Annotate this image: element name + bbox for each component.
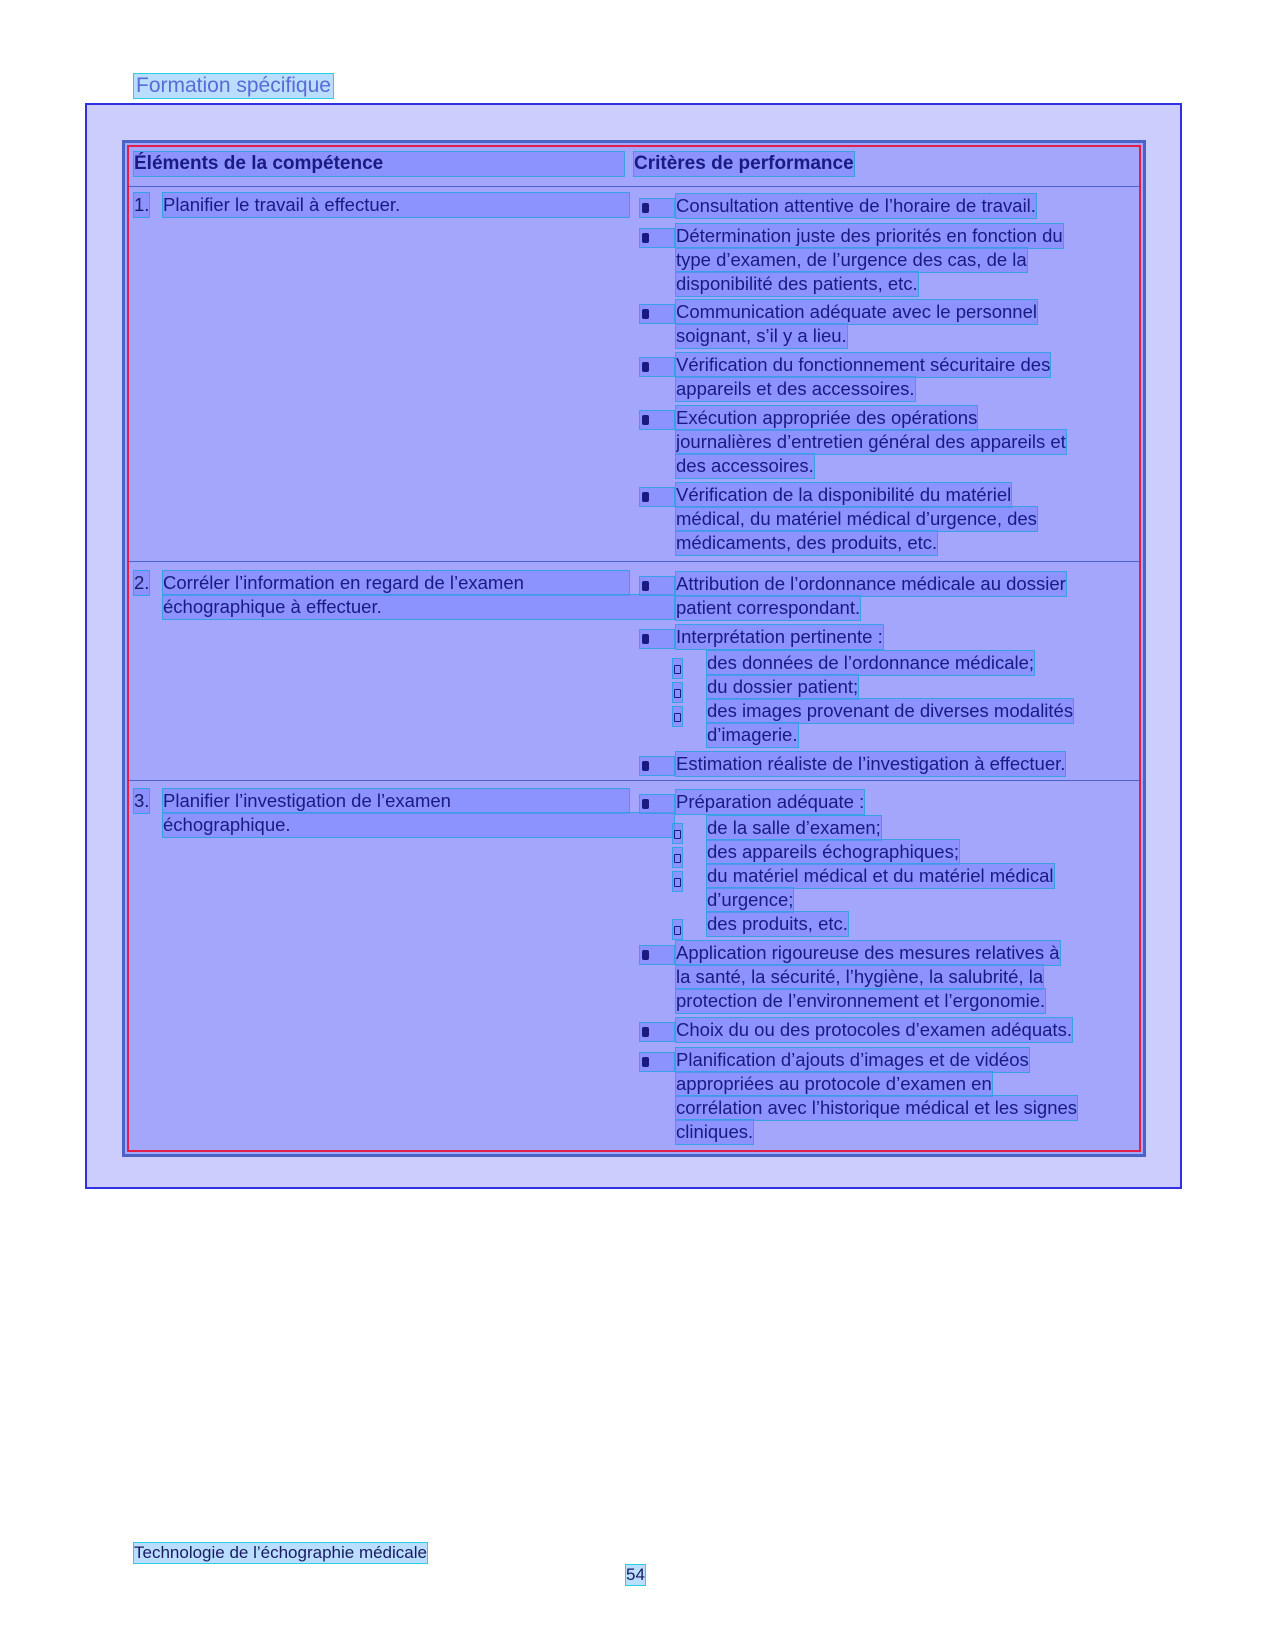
sub-bullet-icon — [673, 683, 682, 702]
row-number: 3. — [134, 790, 150, 811]
row-number: 2. — [134, 572, 150, 593]
bullet-icon — [640, 757, 674, 775]
bullet-icon — [640, 577, 674, 595]
competence-element: Corréler l’information en regard de l’examen — [163, 571, 629, 595]
bullet-icon — [640, 488, 674, 506]
criterion-line: médicaments, des produits, etc. — [676, 532, 938, 553]
sub-item-line: du dossier patient; — [707, 676, 859, 697]
section-title: Formation spécifique — [136, 74, 331, 97]
criterion-line: corrélation avec l’historique médical et les signes — [676, 1097, 1078, 1118]
footer-title: Technologie de l’échographie médicale — [134, 1543, 427, 1562]
sub-bullet-icon — [673, 707, 682, 726]
criterion-line: Préparation adéquate : — [676, 791, 865, 812]
sub-bullet-icon — [673, 848, 682, 867]
bullet-icon — [640, 305, 674, 323]
sub-bullet-icon — [673, 920, 682, 939]
sub-item-line: des données de l’ordonnance médicale; — [707, 652, 1035, 673]
sub-item-line: des appareils échographiques; — [707, 841, 959, 862]
criterion-line: Interprétation pertinente : — [676, 626, 883, 647]
criterion-line: Exécution appropriée des opérations — [676, 407, 978, 428]
criterion-line: appropriées au protocole d’examen en — [676, 1073, 992, 1094]
competence-element: échographique à effectuer. — [163, 595, 674, 619]
sub-item-line: de la salle d’examen; — [707, 817, 881, 838]
sub-item-line: du matériel médical et du matériel médical — [707, 865, 1054, 886]
criterion-line: Détermination juste des priorités en fonction du — [676, 225, 1063, 246]
criterion-line: soignant, s’il y a lieu. — [676, 325, 847, 346]
criterion-line: disponibilité des patients, etc. — [676, 273, 918, 294]
header-criteria: Critères de performance — [634, 153, 854, 174]
criterion-line: la santé, la sécurité, l’hygiène, la salubrité, la — [676, 966, 1044, 987]
sub-item-line: d’urgence; — [707, 889, 794, 910]
bullet-icon — [640, 411, 674, 429]
criterion-line: patient correspondant. — [676, 597, 861, 618]
bullet-icon — [640, 229, 674, 247]
header-elements: Éléments de la compétence — [134, 152, 624, 176]
criterion-line: Estimation réaliste de l’investigation à effectuer. — [676, 753, 1066, 774]
competence-element: Planifier l’investigation de l’examen — [163, 789, 629, 813]
criterion-line: Consultation attentive de l’horaire de travail. — [676, 195, 1036, 216]
sub-item-line: d’imagerie. — [707, 724, 798, 745]
sub-item-line: des images provenant de diverses modalités — [707, 700, 1074, 721]
bullet-icon — [640, 946, 674, 964]
criterion-line: appareils et des accessoires. — [676, 378, 915, 399]
criterion-line: protection de l’environnement et l’ergonomie. — [676, 990, 1046, 1011]
criterion-line: Choix du ou des protocoles d’examen adéquats. — [676, 1019, 1072, 1040]
bullet-icon — [640, 630, 674, 648]
criterion-line: Attribution de l’ordonnance médicale au dossier — [676, 573, 1066, 594]
criterion-line: Vérification du fonctionnement sécuritaire des — [676, 354, 1051, 375]
criterion-line: des accessoires. — [676, 455, 814, 476]
competence-element: échographique. — [163, 813, 674, 837]
bullet-icon — [640, 795, 674, 813]
header-divider — [129, 186, 1139, 187]
criterion-line: type d’examen, de l’urgence des cas, de la — [676, 249, 1027, 270]
bullet-icon — [640, 199, 674, 217]
sub-bullet-icon — [673, 659, 682, 678]
page-number: 54 — [626, 1565, 645, 1584]
criterion-line: Vérification de la disponibilité du matériel — [676, 484, 1012, 505]
sub-item-line: des produits, etc. — [707, 913, 848, 934]
bullet-icon — [640, 358, 674, 376]
criterion-line: journalières d’entretien général des appareils et — [676, 431, 1066, 452]
row-divider — [129, 780, 1139, 781]
bullet-icon — [640, 1053, 674, 1071]
criterion-line: cliniques. — [676, 1121, 754, 1142]
criterion-line: Application rigoureuse des mesures relatives à — [676, 942, 1060, 963]
sub-bullet-icon — [673, 824, 682, 843]
criterion-line: médical, du matériel médical d’urgence, des — [676, 508, 1037, 529]
criterion-line: Communication adéquate avec le personnel — [676, 301, 1037, 322]
sub-bullet-icon — [673, 872, 682, 891]
bullet-icon — [640, 1023, 674, 1041]
row-number: 1. — [134, 194, 150, 215]
criterion-line: Planification d’ajouts d’images et de vidéos — [676, 1049, 1029, 1070]
row-divider — [129, 561, 1139, 562]
competence-element: Planifier le travail à effectuer. — [163, 193, 629, 217]
